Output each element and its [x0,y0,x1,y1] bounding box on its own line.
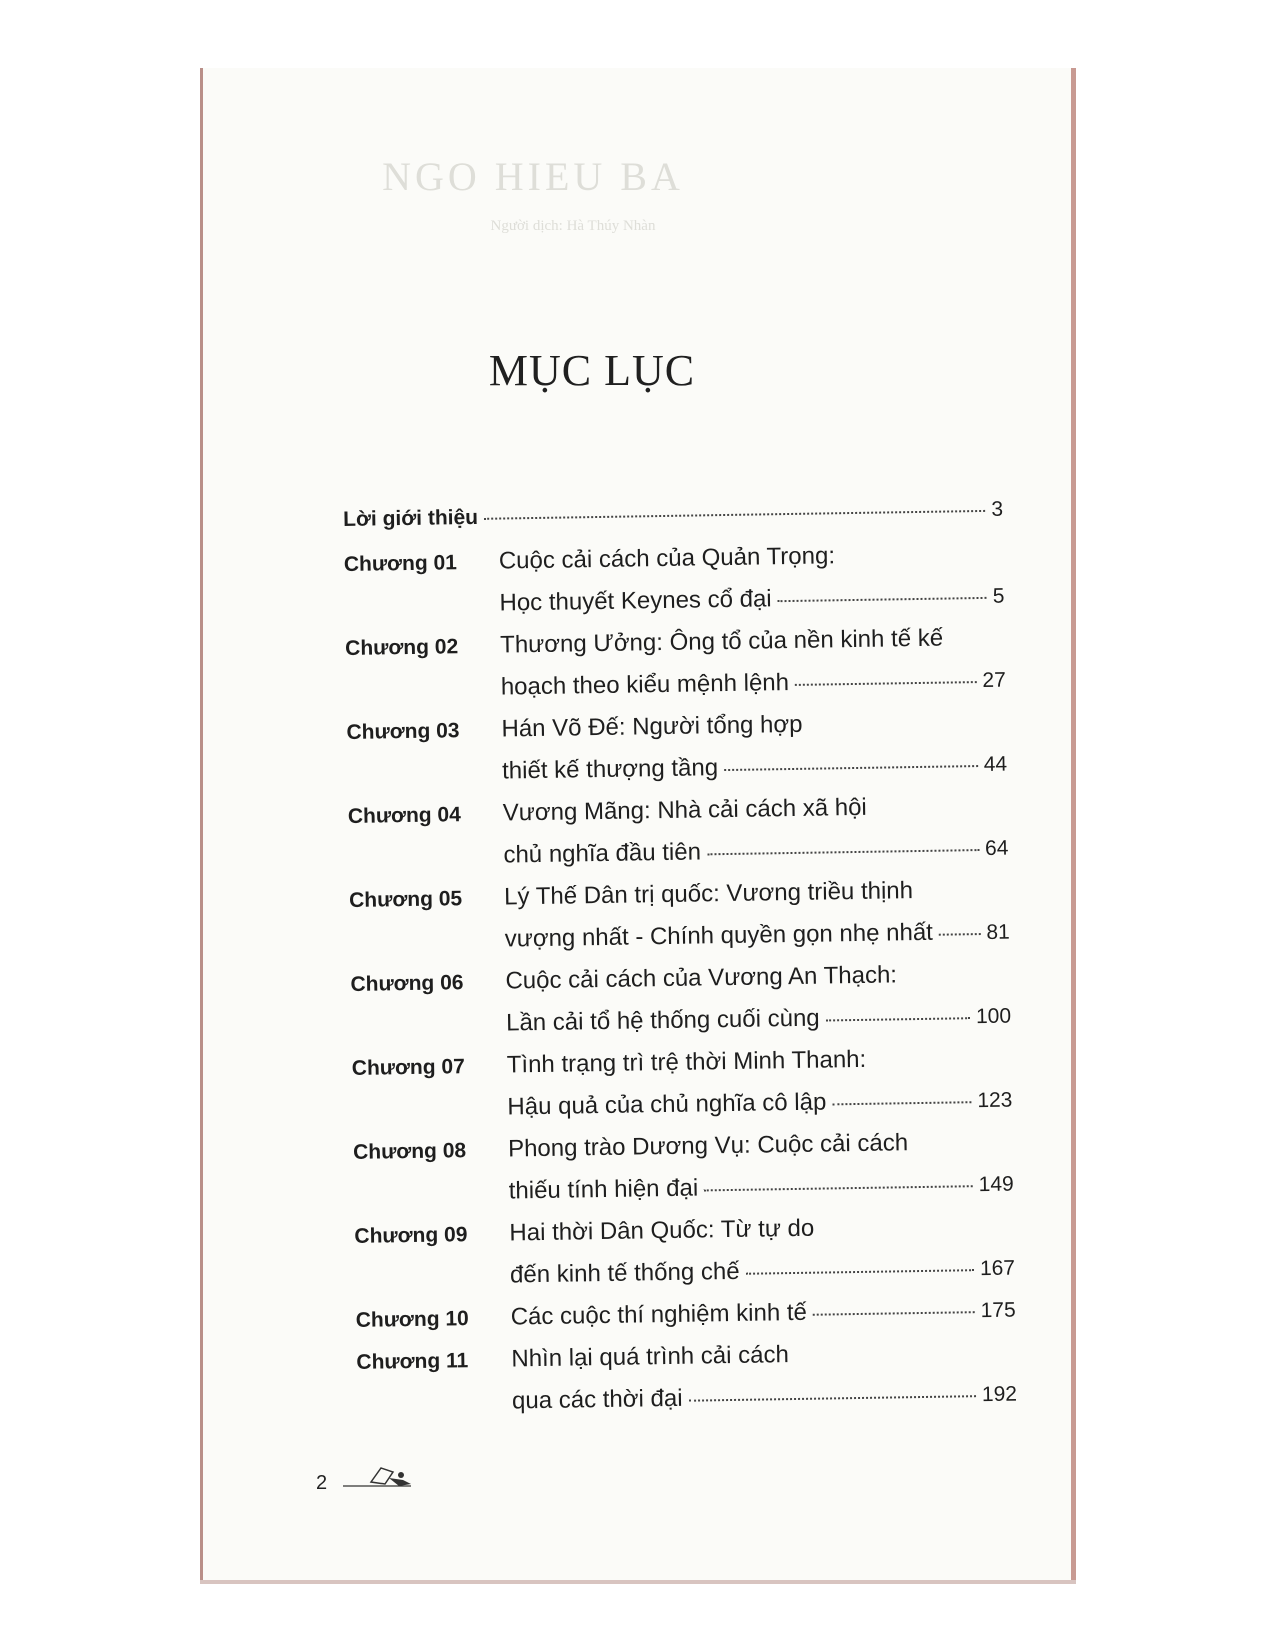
toc-page-number: 167 [979,1256,1016,1281]
dot-leader [707,849,979,855]
chapter-list [344,540,1018,1432]
toc-page-number: 192 [981,1382,1018,1407]
label-spacer [350,947,505,949]
dot-leader [813,1311,975,1316]
label-spacer [357,1408,512,1410]
chapter-title-text: chủ nghĩa đầu tiên [503,838,702,869]
book-page [200,68,1076,1584]
toc-page-number: 64 [984,836,1009,860]
toc-page-number: 123 [977,1088,1013,1113]
chapter-title-text: qua các thời đại [511,1384,683,1415]
dot-leader [746,1269,974,1275]
page-title: MỤC LỤC [488,346,696,395]
table-of-contents [343,498,1017,1432]
chapter-label: Chương 07 [351,1055,465,1080]
chapter-title-text: Lý Thế Dân trị quốc: Vương triều thịnh [503,877,914,911]
chapter-label: Chương 09 [354,1223,468,1248]
toc-entry-continuation [357,1380,1018,1432]
chapter-title-text: thiếu tính hiện đại [508,1174,699,1205]
chapter-label: Chương 01 [343,551,458,576]
page-number: 2 [316,1472,328,1494]
chapter-title-text: Vương Mãng: Nhà cải cách xã hội [502,793,867,827]
chapter-title-text: Nhìn lại quá trình cải cách [511,1341,790,1373]
toc-page-number: 27 [982,668,1006,692]
chapter-label: Chương 06 [350,971,464,996]
chapter-title-text: Hán Võ Đế: Người tổng hợp [501,710,803,743]
label-spacer [353,1114,508,1116]
toc-intro-label: Lời giới thiệu [343,505,479,531]
label-spacer [355,1282,510,1284]
dot-leader [795,681,976,686]
chapter-label: Chương 08 [352,1139,467,1164]
dot-leader [778,597,987,602]
bleed-through-title: NGO HIEU BA [382,154,684,199]
dot-leader [704,1185,972,1191]
chapter-title-text: thiết kế thượng tầng [501,754,719,785]
chapter-label: Chương 02 [345,635,459,660]
chapter-title-text: Hai thời Dân Quốc: Từ tự do [509,1214,815,1247]
dot-leader [724,765,978,771]
bleed-through-subtitle: Người dịch: Hà Thúy Nhàn [490,218,656,234]
label-spacer [345,611,500,613]
chapter-label: Chương 05 [348,887,463,912]
page-bottom-edge [200,1580,1076,1584]
chapter-title-text: Cuộc cải cách của Vương An Thạch: [505,961,898,995]
label-spacer [347,779,502,781]
toc-page-number: 175 [980,1298,1016,1323]
chapter-title-text: Cuộc cải cách của Quản Trọng: [498,542,836,575]
toc-page-number: 44 [983,752,1008,776]
chapter-title-text: hoạch theo kiểu mệnh lệnh [500,669,790,701]
chapter-label: Chương 10 [355,1307,469,1332]
chapter-label: Chương 04 [347,803,461,828]
chapter-label: Chương 03 [346,719,460,744]
label-spacer [354,1198,509,1200]
label-spacer [351,1031,506,1033]
dot-leader [689,1395,976,1402]
toc-page-number: 149 [978,1172,1014,1197]
dot-leader [826,1017,970,1021]
decorative-ornament-icon [341,1460,421,1490]
chapter-title-text: Thương Ưởng: Ông tổ của nền kinh tế kế [499,624,944,659]
chapter-title-text: Phong trào Dương Vụ: Cuộc cải cách [507,1129,909,1163]
toc-page-number: 5 [992,584,1005,608]
chapter-title-text: Tình trạng trì trệ thời Minh Thanh: [506,1045,867,1079]
label-spacer [346,695,501,697]
chapter-title-text: Lần cải tổ hệ thống cuối cùng [505,1004,820,1037]
chapter-title-text: đến kinh tế thống chế [509,1257,740,1289]
toc-page-number: 3 [991,497,1004,521]
dot-leader [484,510,985,520]
chapter-title-text: Học thuyết Keynes cổ đại [499,585,772,617]
toc-page-number: 100 [975,1004,1012,1029]
dot-leader [939,933,981,936]
label-spacer [349,863,504,865]
toc-page-number: 81 [986,920,1010,944]
chapter-title-text: Hậu quả của chủ nghĩa cô lập [507,1088,827,1121]
dot-leader [832,1101,971,1105]
chapter-title-text: vượng nhất - Chính quyền gọn nhẹ nhất [504,918,934,953]
chapter-label: Chương 11 [356,1349,469,1374]
chapter-title-text: Các cuộc thí nghiệm kinh tế [510,1298,808,1331]
